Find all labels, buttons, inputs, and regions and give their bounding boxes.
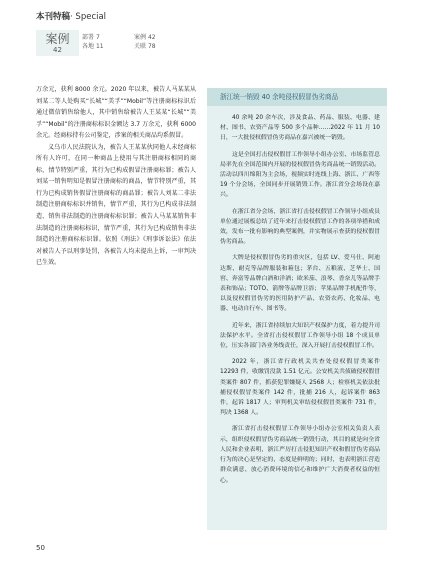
stats-grid [82,33,187,51]
stat-value: 11 [95,43,104,50]
section-title [36,10,106,22]
article-body [36,84,196,269]
stat-label: 案例 [134,34,147,41]
sidebar-paragraph: 这是全国打击侵权假冒工作领导小组办公室、市场监管总局率先在全国范围内开展的侵权假冒伪劣商品统一销毁活动。活动以四川绵阳为主会场，视频实时连线上海、浙江、广西等 19 个分会场，全国同步开展销毁工作。浙江省分会场设在嘉兴。 [220,151,380,199]
stat-value: 7 [95,34,100,41]
sidebar-paragraph: 2022 年，浙江省行政机关共查处侵权假冒类案件 12293 件，收缴罚没款 1.51 亿元。公安机关共侦破侵权假冒类案件 807 件，抓获犯罪嫌疑人 2568 人；检察机关依法批捕侵权假冒类案件 142 件，批捕 216 人，起诉案件 863 件，起诉 1817 人；审判机关审结侵权假冒类案件 731 件，判决 1368 人。 [220,359,380,417]
stat-label: 部署 [82,34,95,41]
stat-value: 42 [147,34,156,41]
section-title-rest: · Special [70,12,107,22]
article-paragraph: 万余元，获利 8000 余元。2020 年以来，被告人马某某从刘某二等人处购买“长城”“美孚”“Mobil”等注册商标标识后通过微信销售给他人，其中销售给被告人王某某“长城”“美孚”“Mobil”的注册商标标识金额达 3.7 万余元，获利 6000 余元。经商标持有公司鉴定，涉案的相关商品均系假冒。 [36,86,196,140]
sidebar-box [207,88,387,530]
stat-value: 78 [147,43,156,50]
case-count-box [36,30,79,56]
sidebar-body [220,113,380,492]
sidebar-paragraph: 在浙江省分会场，浙江省打击侵权假冒工作领导小组成员单位通过展板总结了近年来打击侵权假冒工作的各项举措和成效，发布一批有影响的典型案例，并实物展示查获的侵权假冒伪劣商品。 [220,208,380,246]
sidebar-paragraph: 浙江省打击侵权假冒工作领导小组办公室相关负责人表示，组织侵权假冒伪劣商品统一销毁行动，其目的就是向全省人民和企业表明，浙江严厉打击侵犯知识产权和假冒伪劣商品行为的决心是坚定的，态度是鲜明的；同时，也表明浙江营造群众满意、放心消费环境的信心和维护广大消费者权益的恒心。 [220,426,380,484]
case-label: 案例 [45,32,70,46]
page-number: 50 [36,544,45,552]
stat-label: 关联 [134,43,147,50]
stat-label: 各地 [82,43,95,50]
sidebar-paragraph: 40 余吨 20 余车次，涉及食品、药品、服装、电器、建材、图书、农资产品等 500 多个品种……2022 年 11 月 10 日，一大批侵权假冒伪劣商品在嘉兴被统一销毁。 [220,115,380,142]
case-count: 42 [53,46,62,54]
article-paragraph: 义乌市人民法院认为，被告人王某某伙同他人未经商标所有人许可，在同一种商品上使用与其注册商标相同的商标，情节特别严重，其行为已构成假冒注册商标罪；被告人刘某一销售明知是假冒注册商标的商品，情节特别严重，其行为已构成销售假冒注册商标的商品罪；被告人刘某二非法制造注册商标标识并销售，情节严重，其行为已构成非法制造、销售非法制造的注册商标标识罪；被告人马某某销售非法制造的注册商标标识，情节严重，其行为已构成销售非法制造的注册商标标识罪。依照《刑法》《刑事诉讼法》依法对被告人予以刑事处罚，各被告人均未提出上诉，一审判决已生效。 [36,143,196,267]
sidebar-header: 浙江统一销毁 40 余吨侵权假冒伪劣商品 [207,88,387,106]
sidebar-paragraph: 大牌是侵权假冒伪劣的重灾区，包括 LV、爱马仕、阿迪达斯、耐克等品牌服装和箱包；茅台、五粮液、芝华士、国窖、奔富等品牌白酒和洋酒；欧米茄、浪琴、香奈儿等品牌手表和饰品；TOTO、箭牌等品牌卫浴；苹果品牌手机配件等，以及侵权假冒伪劣的医用防护产品、农资农药、化妆品、电器、电动自行车、图书等。 [220,255,380,313]
sidebar-paragraph: 近年来，浙江省持续加大知识产权保护力度，着力提升司法保护水平。全省打击侵权假冒工作领导小组 18 个成员单位，压实各部门各业务线责任，深入开展打击侵权假冒工作。 [220,322,380,350]
section-title-bold: 本刊特稿 [36,12,71,22]
